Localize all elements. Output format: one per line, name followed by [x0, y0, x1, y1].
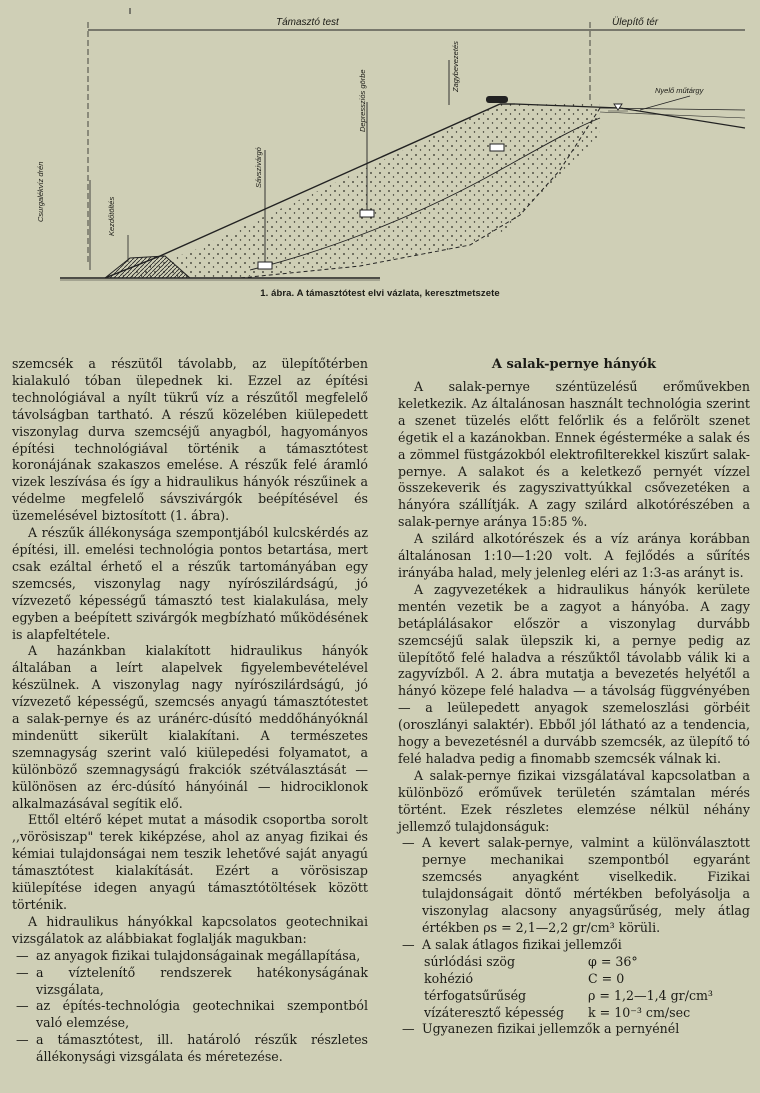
list-item: — a víztelenítő rendszerek hatékonyságának vizsgálata,: [12, 965, 368, 999]
label-depression-curve: Depressziós görbe: [358, 69, 367, 132]
investigation-list: [12, 948, 368, 1066]
property-row: [424, 988, 750, 1005]
drain-box: [258, 262, 272, 269]
label-tamaszto-test: Támasztó test: [276, 17, 339, 28]
slag-properties: [424, 954, 750, 1022]
drain-box: [490, 144, 504, 151]
list-item: — a támasztótest, ill. határoló részűk részletes állékonysági vizsgálata és méretezése.: [12, 1032, 368, 1066]
drain-box: [360, 210, 374, 217]
property-row: [424, 971, 750, 988]
paragraph: Ettől eltérő képet mutat a második csoportba sorolt ,,vörösiszap" terek kiképzése, ahol az anyag fizikai és kémiai tulajdonságai nem teszik lehetővé saját anyagú támasztótest kialakítását. Ezért a vörösiszap kiülepítése idegen anyagú támasztótöltések között történik.: [12, 812, 368, 912]
properties-list-2: [398, 1021, 750, 1038]
paragraph: A hidraulikus hányókkal kapcsolatos geotechnikai vizsgálatok az alábbiakat foglalják magukban:: [12, 913, 368, 946]
embankment-body: [110, 104, 600, 278]
list-item: — Ugyanezen fizikai jellemzők a pernyénél: [398, 1021, 750, 1038]
paragraph: A salak-pernye széntüzelésű erőművekben keletkezik. Az általánosan használt technológia szerint a szenet tüzelés előtt felőrlik és a felőrölt szenet égetik el a kazánokban. Ennek égésterméke a salak és a zömmel füstgázokból elektrofilterekkel kiszűrt salak-pernye. A salakot és a keletkező pernyét vízzel összekeverik és zagyszivattyúkkal csővezetéken a hányóra szállítják. A zagy szilárd alkotórészében a salak-pernye aránya 15:85 %.: [398, 379, 750, 530]
left-column: [12, 356, 368, 1066]
paragraph: A salak-pernye fizikai vizsgálatával kapcsolatban a különböző erőművek területén számtalan mérés történt. Ezek részletes elemzése nélkül néhány jellemző tulajdonságuk:: [398, 767, 750, 834]
property-value: ρ = 1,2—1,4 gr/cm³: [588, 987, 713, 1003]
slurry-pipe: [486, 96, 508, 103]
label-band-drain: Sávszivárgó: [254, 147, 263, 188]
properties-list: [398, 835, 750, 953]
right-column: [398, 356, 750, 1038]
property-name: vízáteresztő képesség: [424, 1004, 565, 1020]
paragraph: A részűk állékonysága szempontjából kulcskérdés az építési, ill. emelési technológia pontos betartása, mert csak ezáltal érhető el a részűk tartományában egy szemcsés, viszonylag nagy nyírószilárdságú, jó vízvezető képességű támasztó test kialakulása, mely egyben a beépített szivárgók megbízható működésének is alapfeltétele.: [12, 525, 368, 642]
figure-caption: 1. ábra. A támasztótest elvi vázlata, keresztmetszete: [260, 288, 500, 299]
paragraph: szemcsék a részütől távolabb, az ülepítőtérben kialakuló tóban ülepednek ki. Ezzel az építési technológiával a nyílt tükrű víz a részűtől megfelelő távolságban tartható. A részű közelében kiülepedett viszonylag durva szemcséjű anyagból, hagyományos építési technológiával történik a támasztótest koronájának szakaszos emelése. A részűk felé áramló vizek leszívása és így a hidraulikus hányók részűinek a védelme megfelelő sávszivárgók beépítésével és üzemelésével biztosított (1. ábra).: [12, 356, 368, 524]
property-value: φ = 36°: [588, 953, 638, 969]
section-heading: A salak-pernye hányók: [491, 357, 657, 372]
property-row: [424, 954, 750, 971]
label-outlet-structure: Nyelő műtárgy: [655, 86, 704, 95]
list-item: — az építés-technológia geotechnikai szempontból való elemzése,: [12, 998, 368, 1032]
label-drain: Csurgalékvíz drén: [36, 161, 45, 222]
property-value: k = 10⁻³ cm/sec: [588, 1004, 691, 1020]
property-name: kohézió: [424, 970, 474, 986]
label-starter-dam: Kezdőtöltés: [107, 196, 116, 236]
property-name: súrlódási szög: [424, 953, 516, 969]
label-slurry-inlet: Zagybevezetés: [451, 41, 460, 92]
paragraph: A szilárd alkotórészek és a víz aránya korábban általánosan 1:10—1:20 volt. A fejlődés a sűrítés irányába halad, mely jelenleg eléri az 1:3-as arányt is.: [398, 531, 750, 580]
list-item: — A kevert salak-pernye, valmint a különválasztott pernye mechanikai szempontból egyaránt szemcsés anyagként viselkedik. Fizikai tulajdonságait döntő mértékben befolyásolja a viszonylag alacsony anyagsűrűség, mely átlag értékben ρs = 2,1—2,2 gr/cm³ körüli.: [398, 835, 750, 936]
property-value: C = 0: [588, 970, 625, 986]
paragraph: A zagyvezetékek a hidraulikus hányók kerülete mentén vezetik be a zagyot a hányóba. A zagy betáplálásakor először a viszonylag durvább szemcséjű salak ülepszik ki, a pernye pedig az ülepítőtő felé haladva a részűktől távolabb válik ki a zagyvízből. A 2. ábra mutatja a bevezetés helyétől a hányó közepe felé haladva — a távolság függvényében — a leülepedett anyagok szemeloszlási görbéit (oroszlányi salaktér). Ebből jól látható az a tendencia, hogy a bevezetésnél a durvább szemcsék, az ülepítő tó felé haladva pedig a finomabb szemcsék válnak ki.: [398, 581, 750, 766]
list-item: — az anyagok fizikai tulajdonságainak megállapítása,: [12, 948, 368, 965]
property-row: [424, 1005, 750, 1022]
list-item: — A salak átlagos fizikai jellemzői: [398, 937, 750, 954]
water-level-mark: [614, 104, 622, 110]
label-ulepito-ter: Ülepítő tér: [612, 17, 659, 28]
property-name: térfogatsűrűség: [424, 987, 527, 1003]
paragraph: A hazánkban kialakított hidraulikus hányók általában a leírt alapelvek figyelembevételével készülnek. A viszonylag nagy nyírószilárdságú, jó vízvezető képességű, szemcsés anyagú támasztótestet a salak-pernye és az uránérc-dúsító meddőhányóknál mindenütt sikerült kialakítani. A természetes szemnagyság szerint való kiülepedési folyamatot, a különböző szemnagyságú frakciók szétválasztását — különösen az érc-dúsító hányóinál — hidrociklonok alkalmazásával segítik elő.: [12, 643, 368, 811]
